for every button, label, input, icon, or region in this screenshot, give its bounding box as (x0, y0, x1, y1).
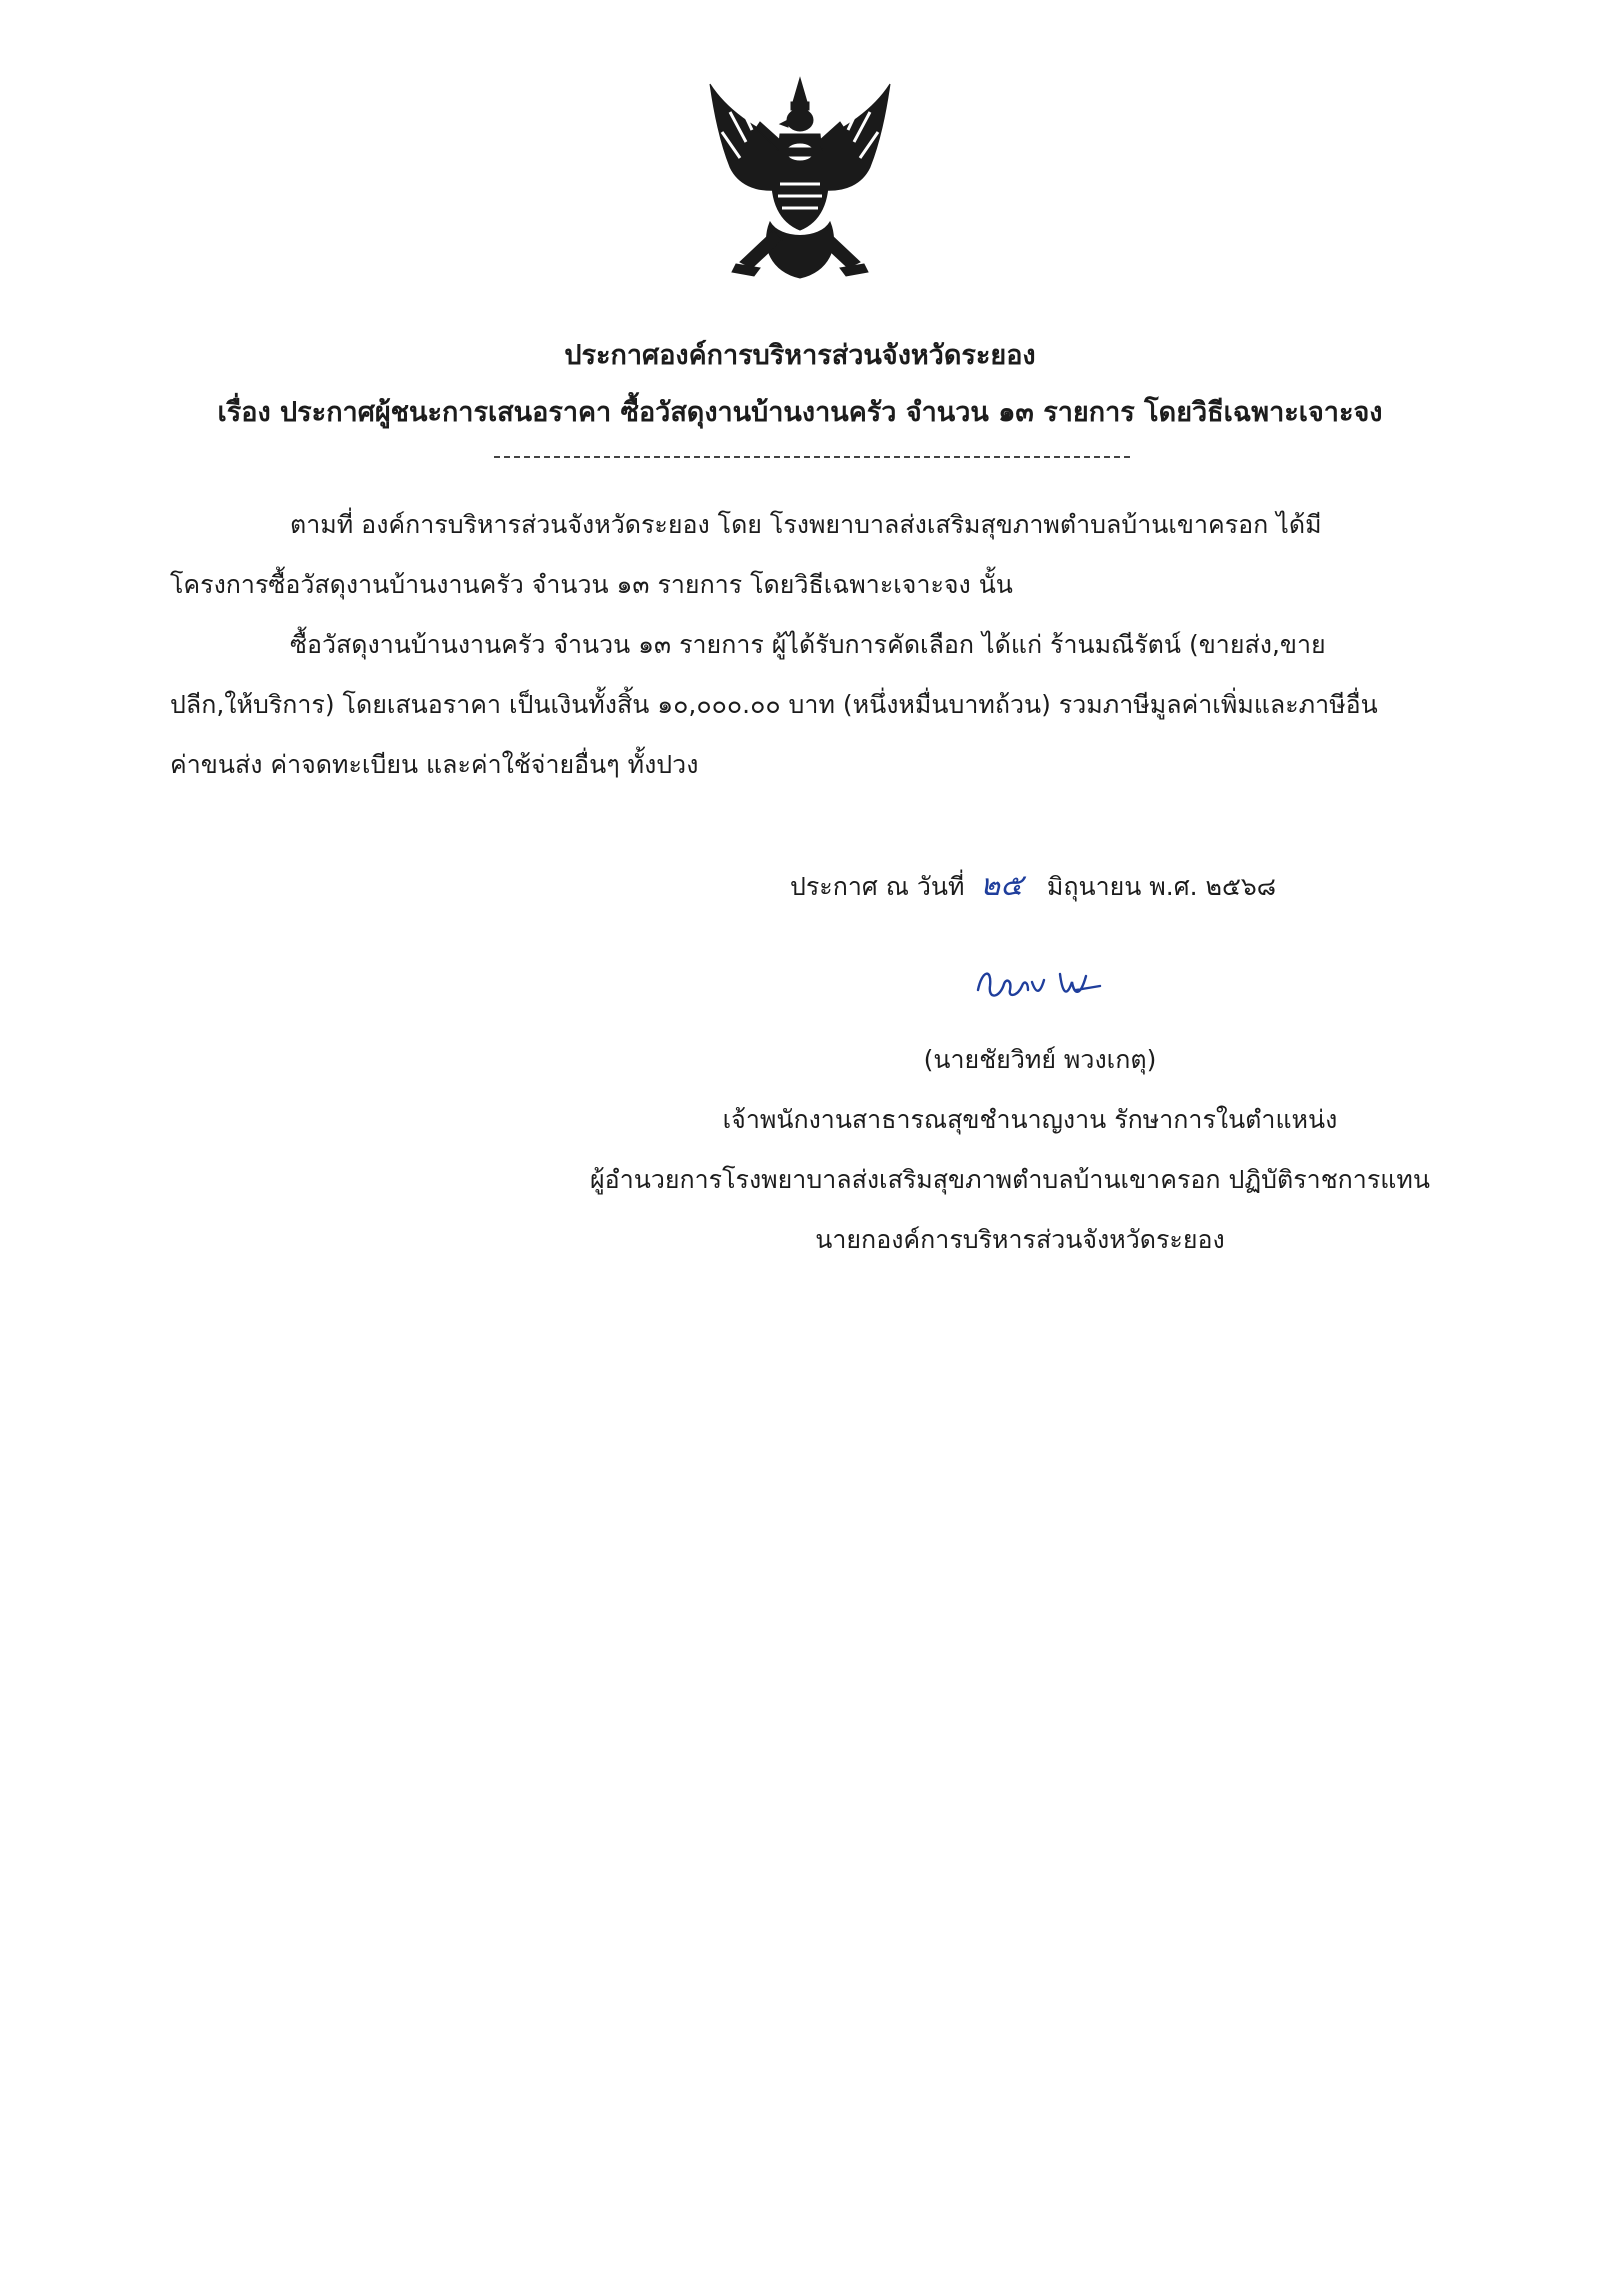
paragraph-1-line-2: โครงการซื้อวัสดุงานบ้านงานครัว จำนวน ๑๓ รายการ โดยวิธีเฉพาะเจาะจง นั้น (170, 570, 1013, 599)
signatory-name: (นายชัยวิทย์ พวงเกตุ) (923, 1045, 1157, 1074)
paragraph-2-line-3: ค่าขนส่ง ค่าจดทะเบียน และค่าใช้จ่ายอื่นๆ ทั้งปวง (170, 750, 699, 779)
date-year: พ.ศ. ๒๕๖๘ (1149, 872, 1277, 901)
announcement-title: ประกาศองค์การบริหารส่วนจังหวัดระยอง (564, 340, 1036, 371)
paragraph-1-line-1: ตามที่ องค์การบริหารส่วนจังหวัดระยอง โดย โรงพยาบาลส่งเสริมสุขภาพตำบลบ้านเขาครอก ได้มี (290, 510, 1322, 539)
title-divider (494, 456, 1130, 458)
handwritten-signature (970, 960, 1110, 1010)
announcement-date (790, 862, 1276, 909)
paragraph-2-line-1: ซื้อวัสดุงานบ้านงานครัว จำนวน ๑๓ รายการ ผู้ได้รับการคัดเลือก ได้แก่ ร้านมณีรัตน์ (ขายส่ง,ขาย (290, 630, 1326, 659)
garuda-emblem-icon (700, 72, 900, 292)
date-prefix: ประกาศ ณ วันที่ (790, 872, 965, 901)
date-day-handwritten: ๒๕ (980, 868, 1023, 903)
signatory-position-line-3: นายกองค์การบริหารส่วนจังหวัดระยอง (815, 1225, 1225, 1254)
date-month: มิถุนายน (1046, 872, 1142, 901)
announcement-subject: เรื่อง ประกาศผู้ชนะการเสนอราคา ซื้อวัสดุงานบ้านงานครัว จำนวน ๑๓ รายการ โดยวิธีเฉพาะเจาะจง (217, 397, 1383, 428)
signatory-position-line-1: เจ้าพนักงานสาธารณสุขชำนาญงาน รักษาการในตำแหน่ง (722, 1105, 1338, 1134)
signatory-position-line-2: ผู้อำนวยการโรงพยาบาลส่งเสริมสุขภาพตำบลบ้านเขาครอก ปฏิบัติราชการแทน (590, 1165, 1430, 1194)
paragraph-2-line-2: ปลีก,ให้บริการ) โดยเสนอราคา เป็นเงินทั้งสิ้น ๑๐,๐๐๐.๐๐ บาท (หนึ่งหมื่นบาทถ้วน) รวมภาษีมูลค่าเพิ่มและภาษีอื่น (170, 690, 1378, 719)
